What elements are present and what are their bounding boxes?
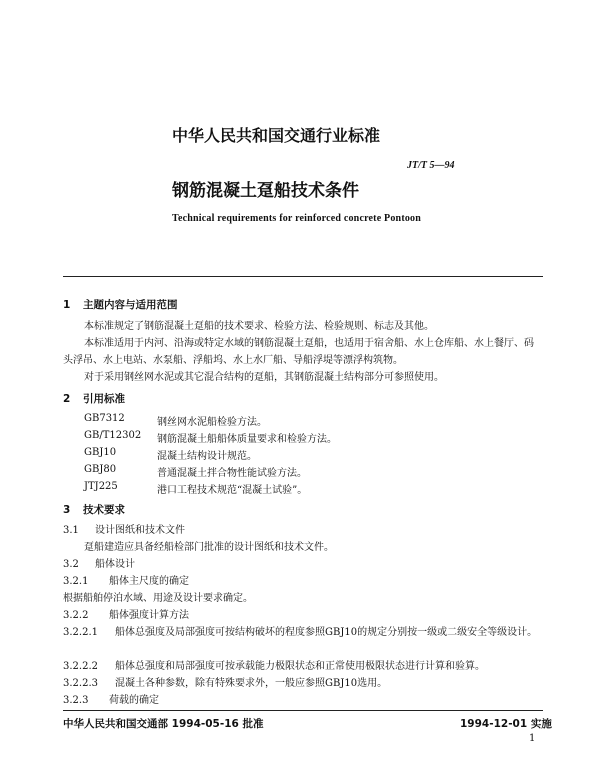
section-1-paragraph-3: 对于采用钢丝网水泥或其它混合结构的趸船，其钢筋混凝土结构部分可参照使用。 (84, 372, 444, 383)
clause-3-2-2-1 (63, 624, 541, 641)
clause-3-1-heading (63, 522, 185, 539)
reference-code: GB7312 (84, 413, 125, 424)
section-2-number: 2 (63, 393, 71, 405)
effective-date: 1994-12-01 实施 (460, 718, 552, 730)
clause-3-2-2-3 (63, 675, 387, 692)
section-1-paragraph-2: 本标准适用于内河、沿海或特定水域的钢筋混凝土趸船，也适用于宿舍船、水上仓库船、水上餐厅、码头浮吊、水上电站、水泵船、浮船坞、水上水厂船、导船浮堤等漂浮构筑物。 (63, 338, 534, 366)
reference-title: 钢丝网水泥船检验方法。 (157, 417, 267, 428)
clause-3-2-2-heading (63, 607, 189, 624)
reference-code: GBJ10 (84, 447, 117, 458)
clause-number: 3.2 (63, 559, 79, 570)
clause-3-2-1-heading (63, 573, 189, 590)
reference-title: 港口工程技术规范“混凝土试验”。 (157, 485, 308, 496)
clause-3-1-text: 趸船建造应具备经船检部门批准的设计图纸和技术文件。 (84, 542, 334, 553)
reference-code: GB/T12302 (84, 430, 142, 441)
header-divider (63, 276, 543, 277)
clause-text: 混凝土各种参数，除有特殊要求外，一般应参照GBJ10选用。 (115, 678, 388, 689)
clause-text: 船体总强度及局部强度可按结构破坏的程度参照GBJ10的规定分别按一级或二级安全等级设计。 (115, 627, 538, 638)
clause-number: 3.2.2.3 (63, 678, 98, 689)
clause-3-2-heading (63, 556, 135, 573)
section-1-heading (63, 297, 178, 312)
clause-title: 设计图纸和技术文件 (95, 525, 185, 536)
standard-code: JT/T 5—94 (407, 160, 455, 171)
section-1-title: 主题内容与适用范围 (83, 299, 178, 311)
clause-3-2-2-2 (63, 658, 485, 675)
section-1-paragraph-1: 本标准规定了钢筋混凝土趸船的技术要求、检验方法、检验规则、标志及其他。 (84, 321, 434, 332)
approval-statement: 中华人民共和国交通部 1994-05-16 批准 (63, 718, 264, 730)
document-title: 钢筋混凝土趸船技术条件 (172, 181, 359, 201)
clause-number: 3.2.2.1 (63, 627, 98, 638)
section-1-number: 1 (63, 299, 71, 311)
clause-number: 3.1 (63, 525, 79, 536)
footer-divider (63, 710, 543, 711)
clause-title: 船体设计 (95, 559, 135, 570)
page-number: 1 (529, 733, 536, 744)
clause-number: 3.2.1 (63, 576, 89, 587)
section-3-heading (63, 502, 125, 517)
reference-title: 混凝土结构设计规范。 (157, 451, 257, 462)
section-3-number: 3 (63, 504, 71, 516)
reference-code: GBJ80 (84, 464, 117, 475)
clause-number: 3.2.2 (63, 610, 89, 621)
clause-3-2-1-text: 根据船舶停泊水域、用途及设计要求确定。 (63, 593, 253, 604)
reference-title: 普通混凝土拌合物性能试验方法。 (157, 468, 307, 479)
clause-3-2-3-heading (63, 692, 159, 709)
clause-number: 3.2.2.2 (63, 661, 98, 672)
section-3-title: 技术要求 (83, 504, 125, 516)
clause-title: 船体主尺度的确定 (109, 576, 189, 587)
clause-number: 3.2.3 (63, 695, 89, 706)
reference-code: JTJ225 (84, 481, 118, 492)
section-2-heading (63, 391, 125, 406)
standard-category-title: 中华人民共和国交通行业标准 (172, 126, 381, 145)
english-title: Technical requirements for reinforced concrete Pontoon (172, 213, 422, 224)
clause-title: 荷载的确定 (109, 695, 159, 706)
clause-title: 船体强度计算方法 (109, 610, 189, 621)
reference-title: 钢筋混凝土船船体质量要求和检验方法。 (157, 434, 337, 445)
section-2-title: 引用标准 (83, 393, 125, 405)
clause-text: 船体总强度和局部强度可按承载能力极限状态和正常使用极限状态进行计算和验算。 (115, 661, 485, 672)
